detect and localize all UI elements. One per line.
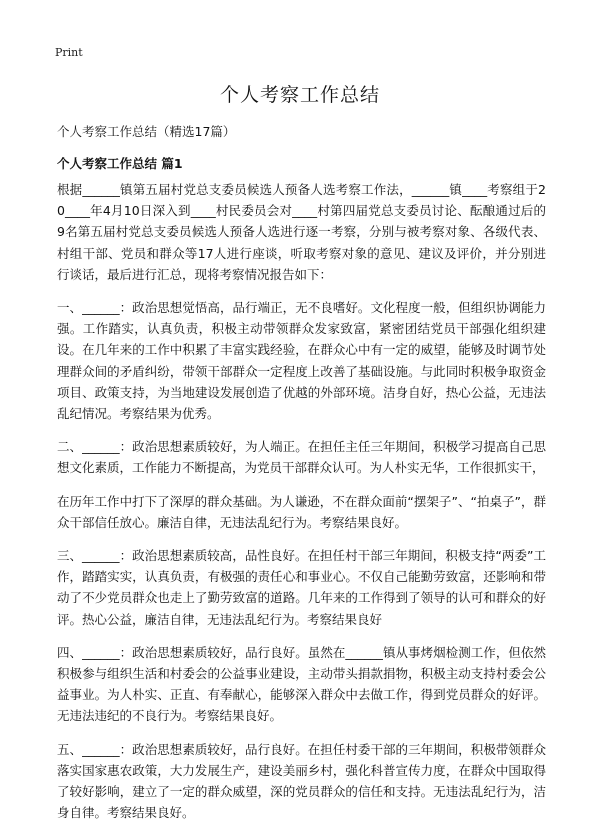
section-heading: 个人考察工作总结 篇1 (57, 156, 183, 171)
document-subtitle: 个人考察工作总结（精选17篇） (57, 124, 236, 139)
document-body (57, 179, 546, 835)
paragraph-candidate-5: 五、______：政治思想素质较好，品行良好。在担任村委干部的三年期间，积极带领群众落实国家惠农政策，大力发展生产，建设美丽乡村，强化科普宣传力度，在群众中国取得了较好影响，建立了一定的群众威望，深的党员群众的信任和支持。无违法乱纪行为，洁身自律。考察结果良好。 (57, 741, 546, 821)
paragraph-candidate-4: 四、______：政治思想素质较好，品行良好。虽然在______镇从事烤烟检测工作，但依然积极参与组织生活和村委会的公益事业建设，主动带头捐款捐物，积极主动支持村委会公益事业。为人朴实、正直、有奉献心，能够深入群众中去做工作，得到党员群众的好评。无违法违纪的不良行为。考察结果良好。 (57, 644, 546, 724)
page-title: 个人考察工作总结 (219, 84, 380, 106)
paragraph-candidate-1: 一、______：政治思想觉悟高，品行端正，无不良嗜好。文化程度一般，但组织协调能力强。工作踏实，认真负责，积极主动带领群众发家致富，紧密团结党员干部强化组织建设。在几年来的工作中积累了丰富实践经验，在群众心中有一定的威望，能够及时调节处理群众间的矛盾纠纷，带领干部群众一定程度上改善了基础设施。与此同时积极争取资金项目、政策支持，为当地建设发展创造了优越的外部环境。洁身自好，热心公益，无违法乱纪情况。考察结果为优秀。 (57, 300, 546, 422)
paragraph-candidate-2-continued: 在历年工作中打下了深厚的群众基础。为人谦逊，不在群众面前“摆架子”、“拍桌子”，群众干部信任放心。廉洁自律，无违法乱纪行为。考察结果良好。 (57, 493, 546, 530)
paragraph-candidate-2: 二、______：政治思想素质较好，为人端正。在担任主任三年期间，积极学习提高自己思想文化素质，工作能力不断提高，为党员干部群众认可。为人朴实无华，工作很抓实干， (57, 439, 546, 476)
paragraph-candidate-3: 三、______：政治思想素质较高，品性良好。在担任村干部三年期间，积极支持“两委”工作，踏踏实实，认真负责，有极强的责任心和事业心。不仅自己能勤劳致富，还影响和带动了不少党员群众也走上了勤劳致富的道路。几年来的工作得到了领导的认可和群众的好评。热心公益，廉洁自律，无违法乱纪行为。考察结果良好 (57, 548, 546, 627)
paragraph-intro: 根据______镇第五届村党总支委员候选人预备人选考察工作法，______镇____考察组于20____年4月10日深入到____村民委员会对____村第四届党总支委员讨论、酝酿通过后的9名第五届村党总支委员候选人预备人选进行逐一考察，分别与被考察对象、各级代表、村组干部、党员和群众等17人进行座谈，听取考察对象的意见、建议及评价，并分别进行谈话，最后进行汇总，现将考察情况报告如下： (57, 182, 546, 282)
print-link[interactable]: Print (55, 46, 83, 59)
